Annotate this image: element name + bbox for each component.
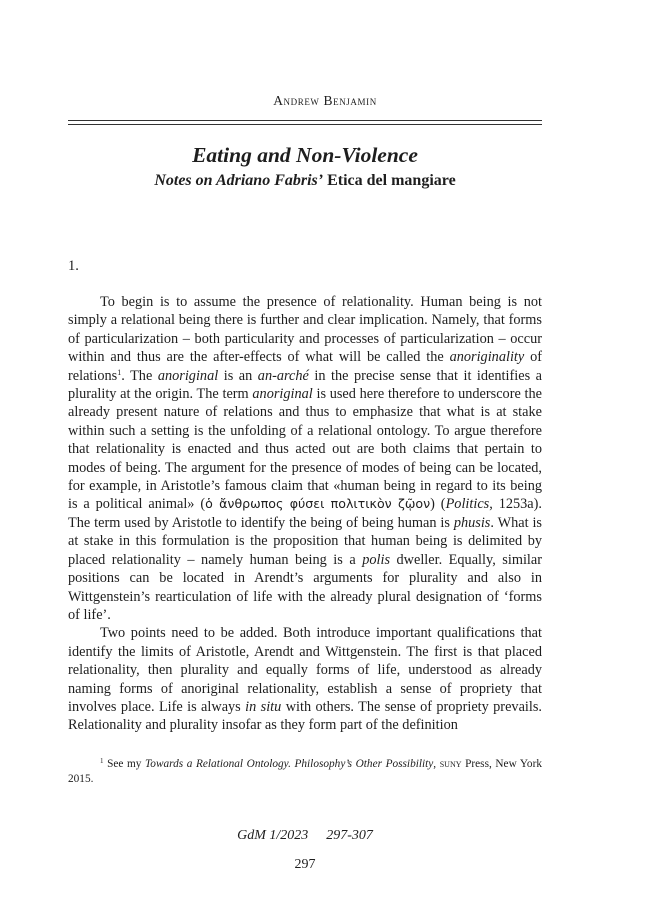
- text-run: is an: [218, 367, 258, 384]
- article-title: Eating and Non-Violence: [192, 143, 418, 167]
- emphasis: anoriginal: [252, 386, 313, 403]
- text-run: . The: [121, 367, 158, 384]
- running-head: Andrew Benjamin: [273, 93, 377, 108]
- emphasis: anoriginality: [449, 349, 525, 366]
- text-run: dweller. Equally, similar positions can be located in Arendt’s arguments for plurality and also in Wittgenstein’s rearticulation of life with the already plural designation of ‘forms of life’.: [68, 551, 543, 623]
- text-run: with others. The sense of propriety prevails. Relationality and plurality insofar as they form part of the definition: [68, 698, 542, 734]
- emphasis: Politics: [445, 496, 490, 513]
- emphasis: in situ: [245, 698, 282, 715]
- paragraph-2: [68, 624, 542, 734]
- text-run: To begin is to assume the presence of relationality. Human being is not simply a relational being there is further and clear implication. Namely, that forms of particularization – both particularity and processes of particularization – occur within and thus are the after-effects of what will be called the: [68, 294, 542, 366]
- text-run: Press, New York 2015.: [68, 758, 542, 785]
- subtitle-prefix: Notes on Adriano Fabris’: [154, 172, 324, 189]
- emphasis: anoriginal: [157, 367, 219, 384]
- text-run: ,: [433, 758, 440, 770]
- text-run: is used here therefore to underscore the already present nature of relations and thus to emphasize that what is at stake within such a setting is the unfolding of a relational ontology. To argue therefore that relationality is enacted and thus acted out are both claims that pertain to modes of being. The argument for the presence of modes of being can be located, for example, in Aristotle’s famous claim that «human being in regard to its being is a political animal» (: [68, 386, 542, 513]
- header-rule: [68, 120, 542, 121]
- paragraph-1: [68, 293, 542, 624]
- greek-quote: ὁ ἄνθρωπος φύσει πολιτικὸν ζῷον: [205, 496, 431, 512]
- text-run: of relations: [68, 349, 543, 384]
- text-run: ) (: [430, 496, 446, 513]
- text-run: . What is at stake in this formulation is the proposition that human being is delimited by placed relationality – namely human being is a: [68, 514, 542, 568]
- subtitle-work: Etica del mangiare: [327, 172, 456, 189]
- publisher-abbr: suny: [439, 758, 462, 770]
- header-rule: [68, 124, 542, 125]
- text-run: , 1253a). The term used by Aristotle to identify the being of being human is: [68, 496, 542, 531]
- emphasis: phusis: [453, 514, 491, 531]
- footnote-ref[interactable]: 1: [117, 367, 122, 377]
- footnote-book-title: Towards a Relational Ontology. Philosophy’s Other Possibility: [145, 758, 434, 770]
- article-subtitle: [0, 172, 610, 190]
- text-run: See my: [103, 758, 146, 770]
- journal-issue: GdM 1/2023: [237, 828, 309, 843]
- emphasis: polis: [362, 551, 391, 568]
- emphasis: an-arché: [257, 367, 309, 384]
- body-text: [68, 293, 542, 735]
- footnote: [68, 757, 542, 787]
- text-run: in the precise sense that it identifies a plurality at the origin. The term: [68, 367, 542, 403]
- journal-pages: 297-307: [326, 828, 373, 843]
- footnote-number: 1: [100, 757, 104, 765]
- text-run: Two points need to be added. Both introduce important qualifications that identify the limits of Aristotle, Arendt and Wittgenstein. The first is that placed relationality, then plurality and equally forms of life, understood as already naming forms of anoriginal relationality, establish a sense of propriety that involves place. Life is always: [68, 625, 542, 715]
- page-number: 297: [294, 857, 316, 872]
- journal-citation: [0, 828, 610, 844]
- section-number: 1.: [68, 258, 79, 274]
